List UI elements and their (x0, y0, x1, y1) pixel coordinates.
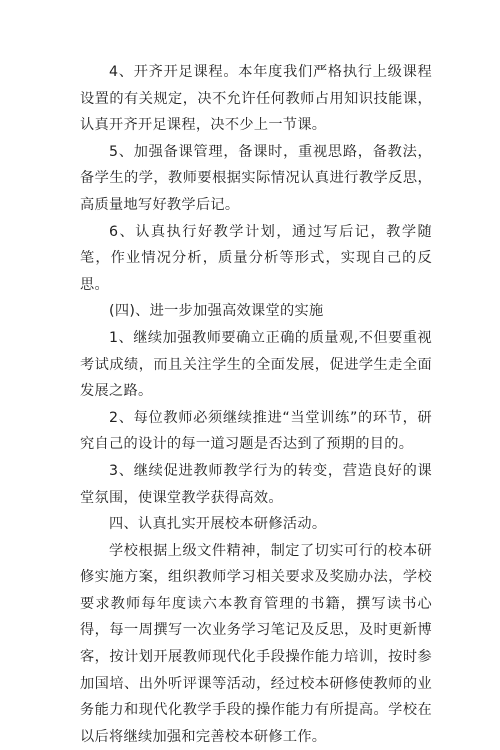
paragraph-6-teaching-plan: 6、认真执行好教学计划，通过写后记，教学随笔，作业情况分析，质量分析等形式，实现自己的反思。 (80, 223, 432, 293)
document-body (80, 59, 432, 750)
section-heading-school-research: 四、认真扎实开展校本研修活动。 (109, 516, 327, 533)
paragraph-school-research-detail: 学校根据上级文件精神，制定了切实可行的校本研修实施方案，组织教师学习相关要求及奖励办法，学校要求教师每年度读六本教育管理的书籍，撰写读书心得，每一周撰写一次业务学习笔记及反思，及时更新博客，按计划开展教师现代化手段操作能力培训，按时参加国培、出外听评课等活动，经过校本研修使教师的业务能力和现代化教学手段的操作能力有所提高。学校在以后将继续加强和完善校本研修工作。 (80, 542, 432, 745)
paragraph-2-classroom-training: 2、每位教师必须继续推进“当堂训练”的环节，研究自己的设计的每一道习题是否达到了预期的目的。 (80, 409, 432, 453)
paragraph-4-course-offering: 4、开齐开足课程。本年度我们严格执行上级课程设置的有关规定，决不允许任何教师占用知识技能课，认真开齐开足课程，决不少上一节课。 (80, 64, 432, 134)
paragraph-1-quality-view: 1、继续加强教师要确立正确的质量观,不但要重视考试成绩，而且关注学生的全面发展，促进学生走全面发展之路。 (80, 329, 432, 400)
paragraph-5-lesson-prep: 5、加强备课管理，备课时，重视思路，备教法，备学生的学，教师要根据实际情况认真进行教学反思，高质量地写好教学后记。 (80, 143, 432, 213)
section-heading-efficient-classroom: (四)、进一步加强高效课堂的实施 (109, 303, 324, 320)
paragraph-3-teaching-behavior: 3、继续促进教师教学行为的转变，营造良好的课堂氛围，使课堂教学获得高效。 (80, 462, 432, 506)
